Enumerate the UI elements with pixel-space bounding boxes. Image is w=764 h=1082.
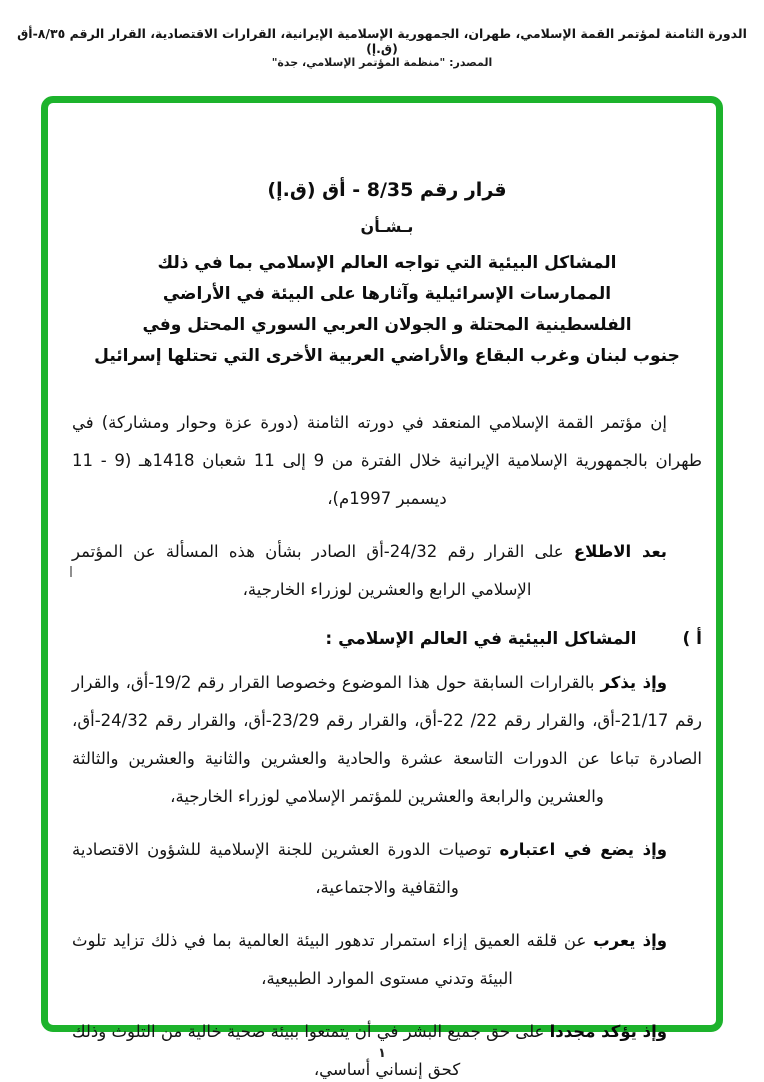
paragraph xyxy=(72,664,702,816)
paragraph-lead: وإذ يعرب xyxy=(593,931,668,950)
document-body xyxy=(48,103,716,1079)
paragraph-text: توصيات الدورة العشرين للجنة الإسلامية للشؤون الاقتصادية والثقافية والاجتماعية، xyxy=(72,840,492,897)
document-source-line: المصدر: "منظمة المؤتمر الإسلامي، جدة" xyxy=(271,56,493,69)
subject-line: جنوب لبنان وغرب البقاع والأراضي العربية الأخرى التي تحتلها إسرائيل xyxy=(94,346,680,366)
paragraph-lead: وإذ يضع في اعتباره xyxy=(499,840,667,859)
subject-label: بـشـأن xyxy=(360,217,414,236)
paragraph xyxy=(72,533,702,609)
subject-line: الممارسات الإسرائيلية وآثارها على البيئة في الأراضي xyxy=(162,284,612,304)
resolution-title: قرار رقم 8/35 - أق (ق.إ) xyxy=(267,179,507,201)
document-header-citation: الدورة الثامنة لمؤتمر القمة الإسلامي، طهران، الجمهورية الإسلامية الإيرانية، القرارات الاقتصادية، القرار الرقم ٨/٣٥-أق (ق.إ) xyxy=(17,26,747,56)
section-a-heading-row xyxy=(72,629,702,649)
paragraph-lead: وإذ يذكر xyxy=(600,673,668,692)
section-marker: أ ) xyxy=(682,629,702,649)
paragraph-text: على حق جميع البشر في أن يتمتعوا ببيئة صحية خالية من التلوث وذلك كحق إنساني أساسي، xyxy=(72,1022,545,1079)
paragraph-lead: بعد الاطلاع xyxy=(573,542,667,561)
subject-line: الفلسطينية المحتلة و الجولان العربي السوري المحتل وفي xyxy=(142,315,632,335)
paragraph-lead: وإذ يؤكد مجددا xyxy=(549,1022,668,1041)
section-heading: المشاكل البيئية في العالم الإسلامي : xyxy=(325,629,637,649)
paragraph-text: على القرار رقم 24/32-أق الصادر بشأن هذه المسألة عن المؤتمر الإسلامي الرابع والعشرين لوزراء الخارجية، xyxy=(72,542,564,599)
paragraph xyxy=(72,922,702,998)
subject-line: المشاكل البيئية التي تواجه العالم الإسلامي بما في ذلك xyxy=(157,253,617,273)
subject-title-block xyxy=(72,248,702,372)
paragraph-text: بالقرارات السابقة حول هذا الموضوع وخصوصا القرار رقم 19/2-أق، والقرار رقم 21/17-أق، والقرار رقم 22/ 22-أق، والقرار رقم 23/29-أق، والقرار رقم 24/32-أق، الصادرة تباعا عن الدورات التاسعة عشرة والحادية والعشرين والثانية والعشرين والثالثة والعشرين والرابعة والعشرين للمؤتمر الإسلامي لوزراء الخارجية، xyxy=(72,673,702,806)
preamble-paragraph: إن مؤتمر القمة الإسلامي المنعقد في دورته الثامنة (دورة عزة وحوار ومشاركة) في طهران بالجمهورية الإسلامية الإيرانية خلال الفترة من 9 إلى 11 شعبان 1418هـ (9 - 11 ديسمبر 1997م)، xyxy=(72,413,702,508)
page-number: ١ xyxy=(378,1046,386,1061)
scan-artifact xyxy=(70,566,72,577)
paragraph-text: عن قلقه العميق إزاء استمرار تدهور البيئة العالمية بما في ذلك تزايد تلوث البيئة وتدني مستوى الموارد الطبيعية، xyxy=(72,931,587,988)
paragraph xyxy=(72,831,702,907)
document-border-frame xyxy=(41,96,723,1079)
